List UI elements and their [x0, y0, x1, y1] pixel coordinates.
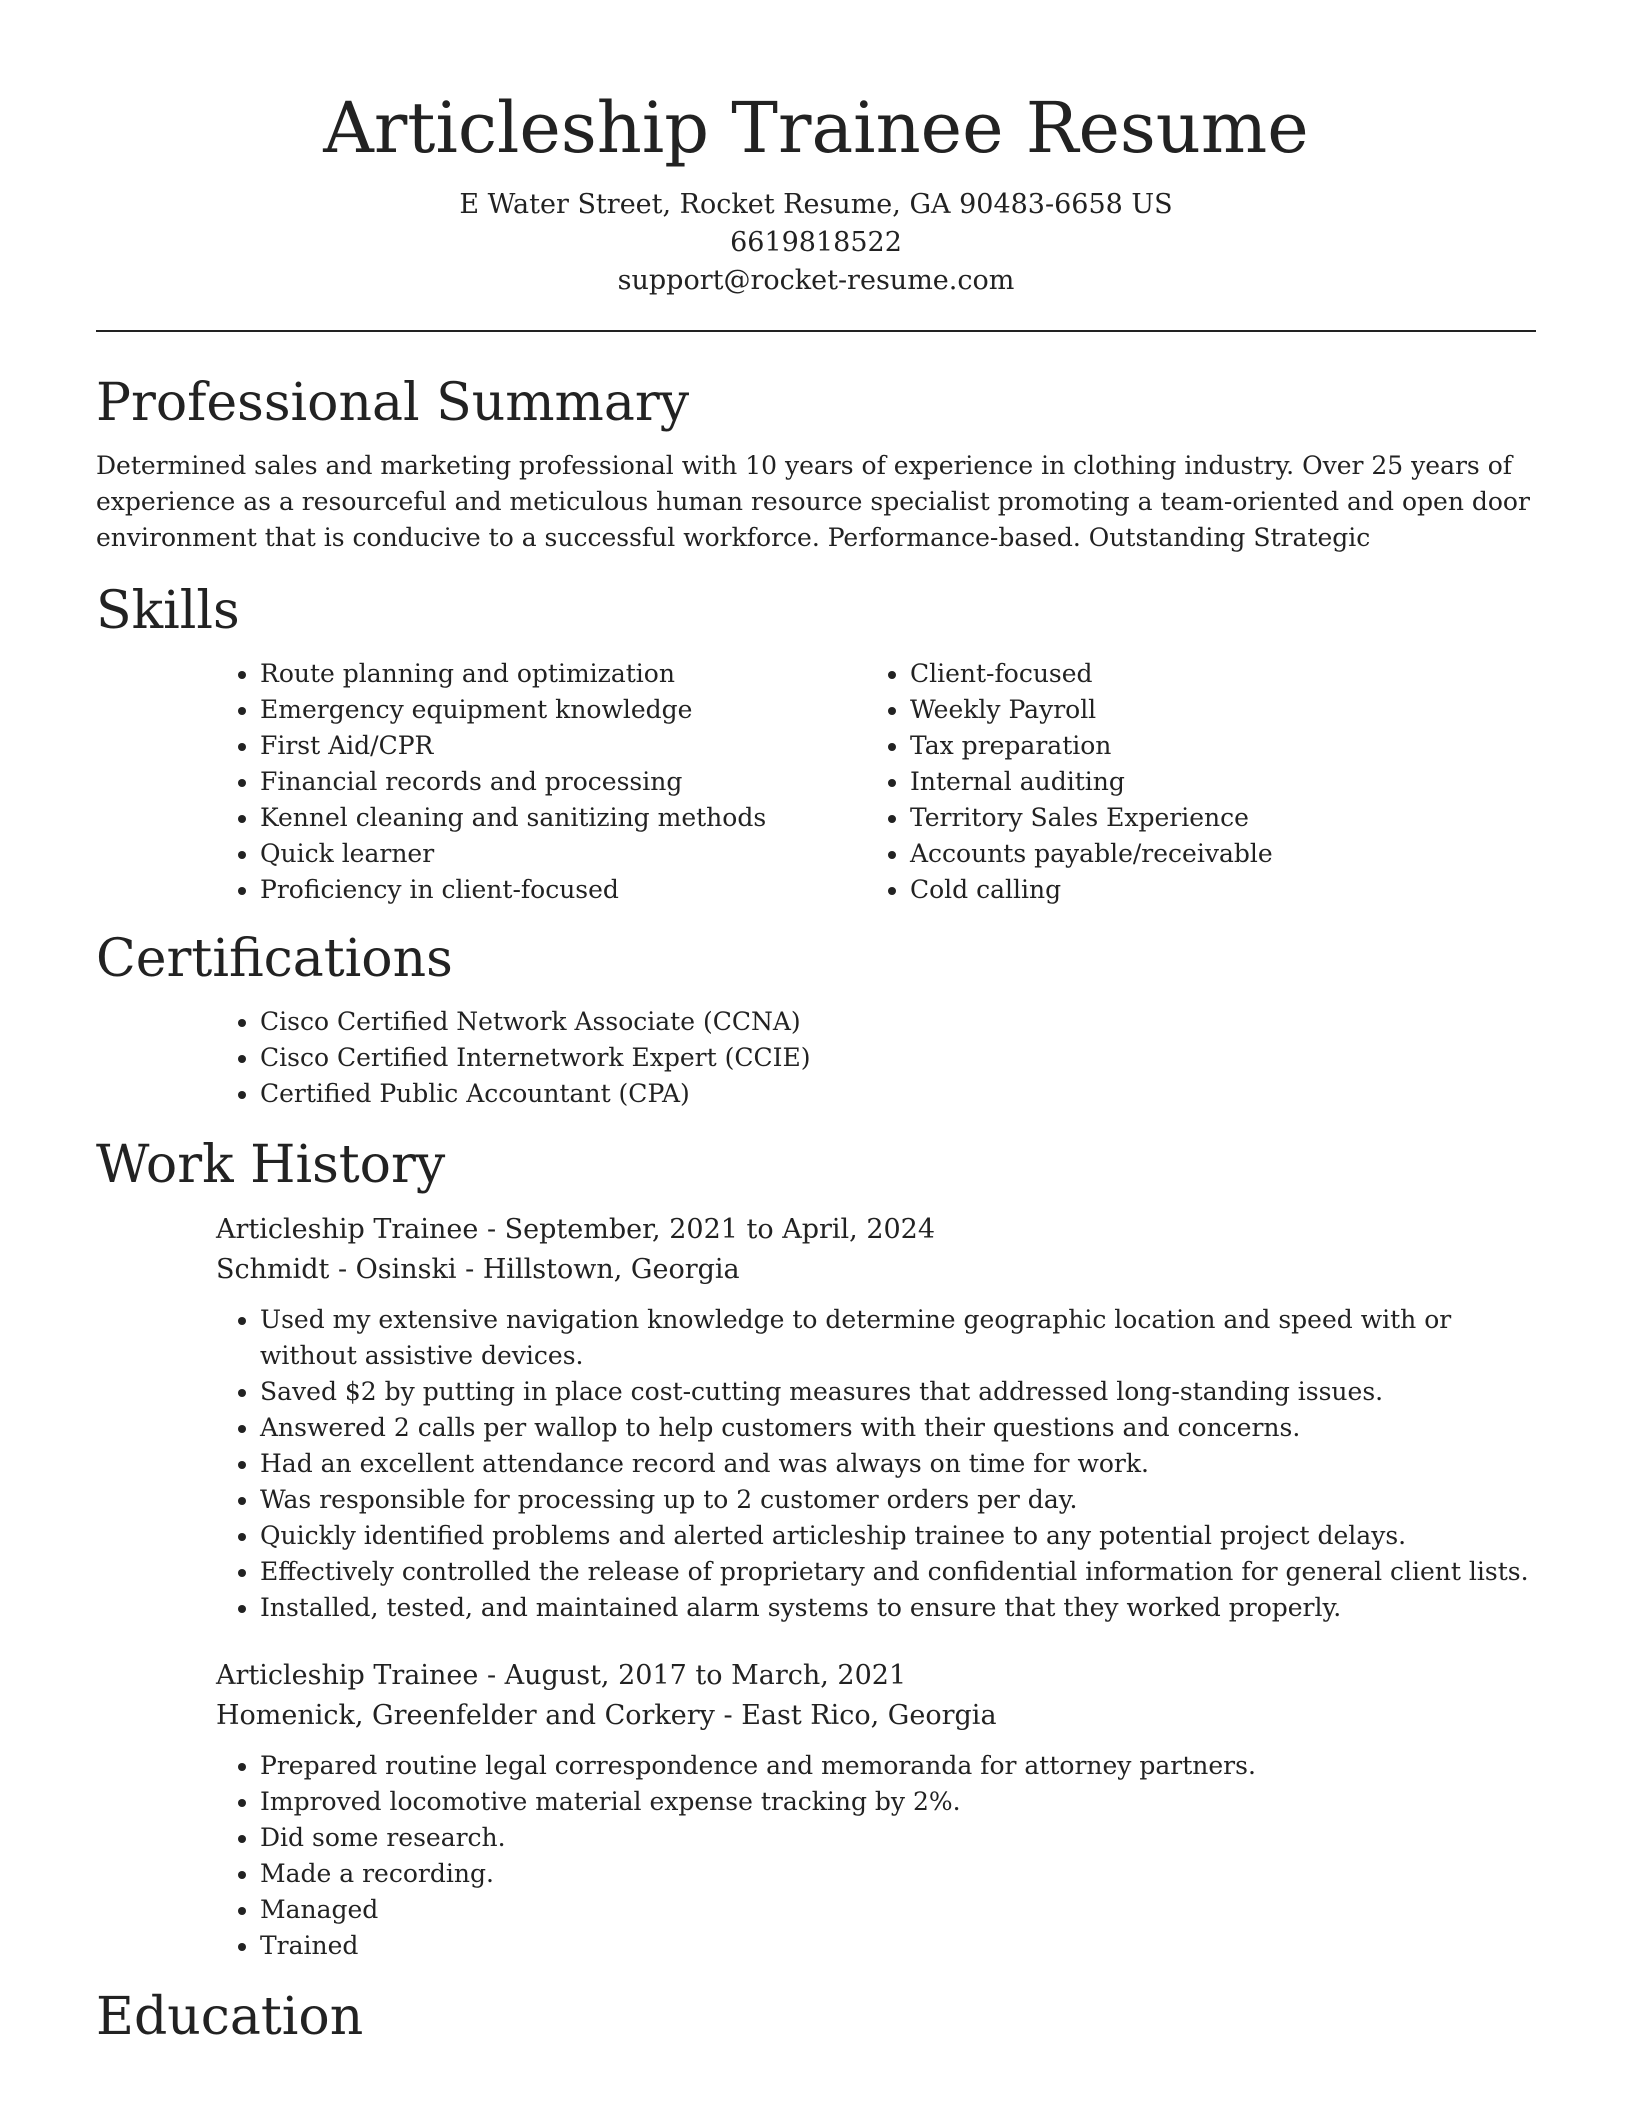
skills-list	[216, 656, 1536, 908]
job-company: Schmidt - Osinski	[216, 1254, 457, 1285]
job-bullet: • Used my extensive navigation knowledge to determine geographic location and speed with or without assistive devices.	[260, 1302, 1536, 1374]
skill-item: • Tax preparation	[910, 728, 1516, 764]
job-bullet: • Quickly identified problems and alerted articleship trainee to any potential project delays.	[260, 1518, 1536, 1554]
job-bullet: • Had an excellent attendance record and was always on time for work.	[260, 1446, 1536, 1482]
job-company-line	[216, 1250, 1536, 1290]
resume-page	[96, 0, 1536, 2048]
job-location: - East Rico, Georgia	[714, 1700, 997, 1731]
job-title-line	[216, 1656, 1536, 1696]
skill-item: • Kennel cleaning and sanitizing methods	[260, 800, 866, 836]
skill-item: • First Aid/CPR	[260, 728, 866, 764]
job-bullets	[96, 1748, 1536, 1964]
skills-column-left	[216, 656, 866, 908]
job-location: - Hillstown, Georgia	[456, 1254, 740, 1285]
skill-item: • Client-focused	[910, 656, 1516, 692]
skill-item: • Emergency equipment knowledge	[260, 692, 866, 728]
skill-item: • Financial records and processing	[260, 764, 866, 800]
skill-item: • Territory Sales Experience	[910, 800, 1516, 836]
certifications-heading: Certifications	[96, 929, 453, 989]
job-bullet: • Answered 2 calls per wallop to help customers with their questions and concerns.	[260, 1410, 1536, 1446]
job-title-line	[216, 1210, 1536, 1250]
resume-title: Articleship Trainee Resume	[323, 87, 1309, 169]
skill-item: • Weekly Payroll	[910, 692, 1516, 728]
job-entry	[216, 1210, 1536, 1626]
job-dates: - September, 2021 to April, 2024	[478, 1214, 936, 1245]
contact-email: support@rocket-resume.com	[617, 265, 1015, 296]
skills-column-right	[866, 656, 1516, 908]
job-dates: - August, 2017 to March, 2021	[478, 1660, 907, 1691]
job-company: Homenick, Greenfelder and Corkery	[216, 1700, 715, 1731]
job-bullet: • Improved locomotive material expense tracking by 2%.	[260, 1784, 1536, 1820]
job-bullet: • Did some research.	[260, 1820, 1536, 1856]
job-bullet: • Made a recording.	[260, 1856, 1536, 1892]
contact-phone: 6619818522	[730, 227, 902, 258]
skill-item: • Accounts payable/receivable	[910, 836, 1516, 872]
job-entry	[216, 1656, 1536, 1964]
job-title: Articleship Trainee	[216, 1214, 479, 1245]
job-bullet: • Managed	[260, 1892, 1536, 1928]
certifications-list	[216, 1004, 1536, 1112]
skill-item: • Proficiency in client-focused	[260, 872, 866, 908]
certification-item: • Certified Public Accountant (CPA)	[260, 1076, 1536, 1112]
summary-text: Determined sales and marketing professional with 10 years of experience in clothing industry. Over 25 years of experience as a resourceful and meticulous human resource specialist promoting a team-oriented and open door environment that is conducive to a successful workforce. Performance-based. Outstanding Strategic	[96, 451, 1530, 552]
job-bullet: • Prepared routine legal correspondence and memoranda for attorney partners.	[260, 1748, 1536, 1784]
job-bullet: • Saved $2 by putting in place cost-cutting measures that addressed long-standing issues.	[260, 1374, 1536, 1410]
skills-heading: Skills	[96, 581, 240, 641]
job-bullet: • Installed, tested, and maintained alarm systems to ensure that they worked properly.	[260, 1590, 1536, 1626]
skill-item: • Internal auditing	[910, 764, 1516, 800]
skill-item: • Cold calling	[910, 872, 1516, 908]
education-heading: Education	[96, 1987, 364, 2047]
skill-item: • Route planning and optimization	[260, 656, 866, 692]
job-bullet: • Was responsible for processing up to 2 customer orders per day.	[260, 1482, 1536, 1518]
skill-item: • Quick learner	[260, 836, 866, 872]
job-bullet: • Trained	[260, 1928, 1536, 1964]
summary-heading: Professional Summary	[96, 373, 690, 433]
certification-item: • Cisco Certified Internetwork Expert (CCIE)	[260, 1040, 1536, 1076]
header-divider	[96, 330, 1536, 332]
job-title: Articleship Trainee	[216, 1660, 479, 1691]
contact-block	[96, 186, 1536, 300]
job-company-line	[216, 1696, 1536, 1736]
job-bullet: • Effectively controlled the release of proprietary and confidential information for general client lists.	[260, 1554, 1536, 1590]
contact-address: E Water Street, Rocket Resume, GA 90483-6658 US	[459, 189, 1173, 220]
certification-item: • Cisco Certified Network Associate (CCNA)	[260, 1004, 1536, 1040]
job-bullets	[96, 1302, 1536, 1626]
work-history-heading: Work History	[96, 1135, 446, 1195]
